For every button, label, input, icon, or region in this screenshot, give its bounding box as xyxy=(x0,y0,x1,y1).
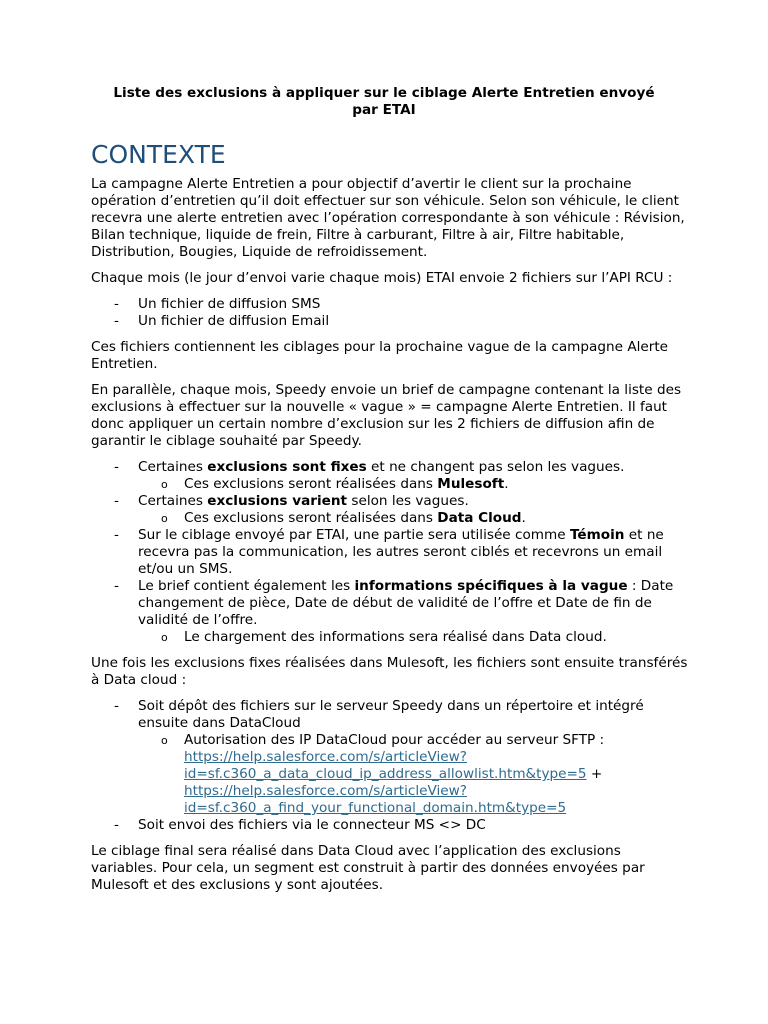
dash-bullet: - xyxy=(114,493,119,509)
circle-bullet: o xyxy=(161,631,168,644)
sub-list xyxy=(138,629,691,646)
paragraph-final: Le ciblage final sera réalisé dans Data Cloud avec l’application des exclusions variables. Pour cela, un segment est construit à partir des données envoyées par Mulesoft et des exclusions y sont ajoutées. xyxy=(91,843,645,893)
dash-bullet: - xyxy=(114,578,119,594)
dash-bullet: - xyxy=(114,459,119,475)
sub-list-item: o Le chargement des informations sera réalisé dans Data cloud. xyxy=(161,629,607,645)
dash-bullet: - xyxy=(114,296,119,312)
circle-bullet: o xyxy=(161,734,168,747)
paragraph-intro: La campagne Alerte Entretien a pour objectif d’avertir le client sur la prochaine opération d’entretien qu’il doit effectuer sur son véhicule. Selon son véhicule, le client recevra une alerte entretien avec l’opération correspondante à son véhicule : Révision, Bilan technique, liquide de frein, Filtre à carburant, Filtre à air, Filtre habitable, Distribution, Bougies, Liquide de refroidissement. xyxy=(91,176,685,260)
list-item: - Certaines exclusions varient selon les vagues. o Ces exclusions seront réalisées dans Data Cloud. xyxy=(91,493,691,527)
paragraph-monthly-files: Chaque mois (le jour d’envoi varie chaque mois) ETAI envoie 2 fichiers sur l’API RCU : xyxy=(91,270,673,286)
paragraph-brief: En parallèle, chaque mois, Speedy envoie un brief de campagne contenant la liste des exclusions à effectuer sur la nouvelle « vague » = campagne Alerte Entretien. Il faut donc appliquer un certain nombre d’exclusion sur les 2 fichiers de diffusion afin de garantir le ciblage souhaité par Speedy. xyxy=(91,382,682,449)
sub-list xyxy=(138,510,691,527)
dash-bullet: - xyxy=(114,313,119,329)
section-heading: CONTEXTE xyxy=(91,140,226,169)
list-item: - Soit dépôt des fichiers sur le serveur Speedy dans un répertoire et intégré ensuite dans DataCloud o Autorisation des IP DataCloud pour accéder au serveur SFTP : https://help.salesforce.com/s/articleView? id=sf.c360_a_data_cloud_ip_address_allowlist.htm&type=5 + https://help.salesforce.com/s/articleView? id=sf.c360_a_find_your_functional_domain.htm&type=5 xyxy=(91,698,691,817)
circle-bullet: o xyxy=(161,512,168,525)
list-item: - Un fichier de diffusion Email xyxy=(114,313,330,329)
paragraph-files-content: Ces fichiers contiennent les ciblages pour la prochaine vague de la campagne Alerte Entretien. xyxy=(91,339,669,372)
dash-bullet: - xyxy=(114,817,119,833)
list-item: - Sur le ciblage envoyé par ETAI, une partie sera utilisée comme Témoin et ne recevra pas la communication, les autres seront ciblés et recevrons un email et/ou un SMS. xyxy=(114,527,664,577)
sub-list-item: o Autorisation des IP DataCloud pour accéder au serveur SFTP : https://help.salesforce.com/s/articleView? id=sf.c360_a_data_cloud_ip_address_allowlist.htm&type=5 + https://help.salesforce.com/s/articleView? id=sf.c360_a_find_your_functional_domain.htm&type=5 xyxy=(161,732,605,816)
list-item: - Soit envoi des fichiers via le connecteur MS <> DC xyxy=(114,817,486,833)
transfer-list xyxy=(91,698,691,834)
list-item: - Le brief contient également les informations spécifiques à la vague : Date changement de pièce, Date de début de validité de l’offre et Date de fin de validité de l’offre. o Le chargement des informations sera réalisé dans Data cloud. xyxy=(91,578,691,646)
list-item: - Un fichier de diffusion SMS xyxy=(114,296,321,312)
sub-list xyxy=(138,476,691,493)
sub-list-item: o Ces exclusions seront réalisées dans Data Cloud. xyxy=(161,510,526,526)
file-list xyxy=(91,296,691,330)
document-title xyxy=(92,85,676,119)
paragraph-transfer: Une fois les exclusions fixes réalisées dans Mulesoft, les fichiers sont ensuite transférés à Data cloud : xyxy=(91,655,688,688)
sub-list-item: o Ces exclusions seront réalisées dans Mulesoft. xyxy=(161,476,509,492)
document-body xyxy=(91,140,691,903)
list-item: - Certaines exclusions sont fixes et ne changent pas selon les vagues. o Ces exclusions seront réalisées dans Mulesoft. xyxy=(91,459,691,493)
link-ip-allowlist[interactable]: https://help.salesforce.com/s/articleView? id=sf.c360_a_data_cloud_ip_address_allowlist.htm&type=5 xyxy=(184,749,587,782)
sub-list xyxy=(138,732,691,817)
circle-bullet: o xyxy=(161,478,168,491)
plus-sign: + xyxy=(586,766,603,782)
dash-bullet: - xyxy=(114,527,119,543)
title-line-1: Liste des exclusions à appliquer sur le ciblage Alerte Entretien envoyé xyxy=(113,85,655,101)
exclusions-list xyxy=(91,459,691,646)
link-functional-domain[interactable]: https://help.salesforce.com/s/articleView? id=sf.c360_a_find_your_functional_domain.htm&type=5 xyxy=(184,783,567,816)
title-line-2: par ETAI xyxy=(352,102,416,118)
dash-bullet: - xyxy=(114,698,119,714)
